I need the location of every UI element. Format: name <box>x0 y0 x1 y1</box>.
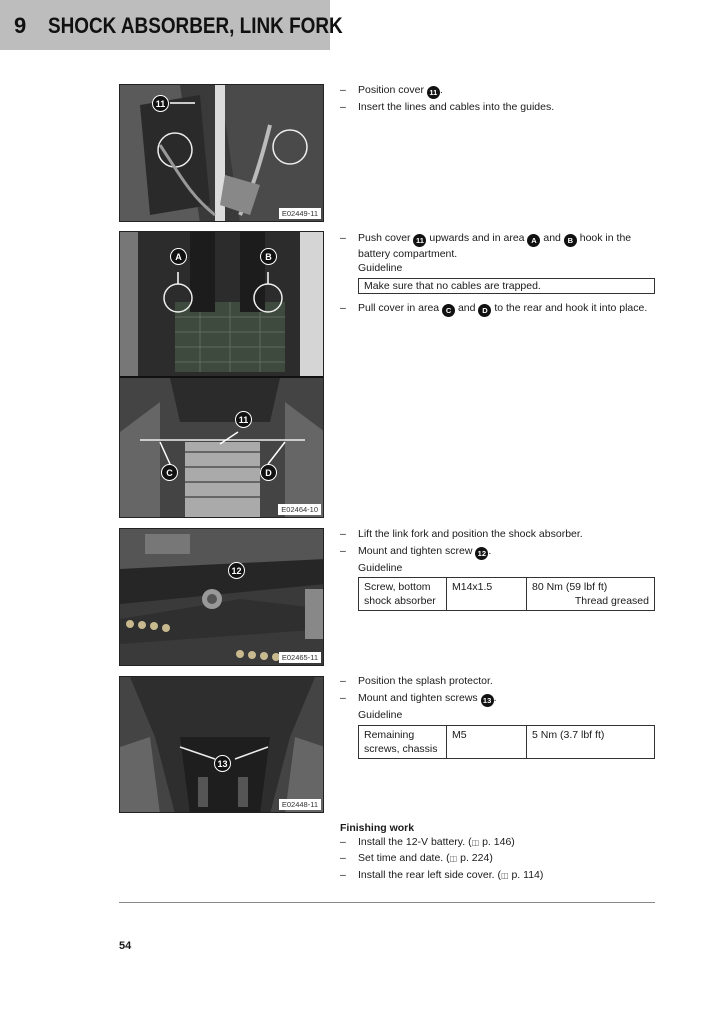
image-code: E02448-11 <box>279 799 321 810</box>
ref-callout: 12 <box>475 547 488 560</box>
table-row <box>359 578 655 611</box>
table-row <box>359 726 655 759</box>
callout-c: C <box>161 464 178 481</box>
ref-callout: D <box>478 304 491 317</box>
table-cell: M5 <box>447 726 527 759</box>
torque-table <box>358 577 655 611</box>
table-cell: M14x1.5 <box>447 578 527 611</box>
image-code: E02449-11 <box>279 208 321 219</box>
page-ref-link[interactable]: p. 146) <box>482 836 515 848</box>
finishing-item[interactable] <box>340 868 543 883</box>
ref-callout: 11 <box>427 86 440 99</box>
step-text: and <box>457 302 476 314</box>
step-lift-link-fork <box>340 527 660 542</box>
finishing-item[interactable] <box>340 851 493 866</box>
callout-13: 13 <box>214 755 231 772</box>
dash: – <box>340 545 346 557</box>
step-text: Position cover <box>358 84 424 96</box>
ref-callout: 11 <box>413 234 426 247</box>
step-text: Lift the link fork and position the shock absorber. <box>358 528 583 540</box>
guideline-label: Guideline <box>358 562 403 574</box>
book-icon: ◫ <box>449 854 458 863</box>
ref-callout: B <box>564 234 577 247</box>
torque-note: Thread greased <box>574 595 649 607</box>
chapter-number: 9 <box>14 13 27 38</box>
step-text: Position the splash protector. <box>358 675 493 687</box>
photo-splash-protector <box>119 676 324 813</box>
guideline-label: Guideline <box>358 709 403 721</box>
table-cell-torque <box>527 578 655 611</box>
step-text: Push cover <box>358 232 411 244</box>
dash: – <box>340 528 346 540</box>
table-cell: Remaining screws, chassis <box>359 726 447 759</box>
book-icon: ◫ <box>471 838 480 847</box>
dash: – <box>340 232 346 244</box>
page-number: 54 <box>119 940 132 952</box>
ref-callout: C <box>442 304 455 317</box>
photo-illustration <box>120 232 324 518</box>
callout-12: 12 <box>228 562 245 579</box>
image-code: E02465-11 <box>279 652 321 663</box>
photo-cover-hooks <box>119 231 324 518</box>
chapter-title: SHOCK ABSORBER, LINK FORK <box>48 13 343 38</box>
finishing-text: Install the rear left side cover. ( <box>358 869 501 881</box>
step-pull-cover <box>340 301 660 317</box>
step-text-end: . <box>488 545 492 557</box>
page-ref-link[interactable]: p. 114) <box>511 869 544 881</box>
dash: – <box>340 84 346 96</box>
finishing-item[interactable] <box>340 835 515 850</box>
dash: – <box>340 836 346 848</box>
page-ref-link[interactable]: p. 224) <box>460 852 493 864</box>
photo-cover-position <box>119 84 324 222</box>
photo-illustration <box>120 677 324 813</box>
ref-callout: A <box>527 234 540 247</box>
dash: – <box>340 852 346 864</box>
step-mount-screw <box>340 544 660 560</box>
table-cell-torque: 5 Nm (3.7 lbf ft) <box>527 726 655 759</box>
torque-table <box>358 725 655 759</box>
step-text: Pull cover in area <box>358 302 440 314</box>
step-insert-lines <box>340 100 660 115</box>
dash: – <box>340 692 346 704</box>
step-text: and <box>543 232 561 244</box>
step-mount-screws <box>340 691 660 707</box>
guideline-label: Guideline <box>358 262 403 274</box>
finishing-text: Set time and date. ( <box>358 852 450 864</box>
step-text-end: . <box>493 692 497 704</box>
chapter-header <box>0 0 343 50</box>
photo-illustration <box>120 85 324 222</box>
dash: – <box>340 101 346 113</box>
step-text: hook in the battery compartment. <box>358 232 632 260</box>
callout-a: A <box>170 248 187 265</box>
step-text: to the rear and hook it into place. <box>494 302 648 314</box>
photo-shock-absorber <box>119 528 324 666</box>
table-cell: Screw, bottom shock absorber <box>359 578 447 611</box>
dash: – <box>340 869 346 881</box>
callout-d: D <box>260 464 277 481</box>
ref-callout: 13 <box>481 694 494 707</box>
image-code: E02464-10 <box>278 504 321 515</box>
finishing-text: Install the 12-V battery. ( <box>358 836 472 848</box>
step-text: Mount and tighten screws <box>358 692 478 704</box>
step-position-cover <box>340 83 660 99</box>
book-icon: ◫ <box>500 871 509 880</box>
callout-b: B <box>260 248 277 265</box>
step-text: Mount and tighten screw <box>358 545 473 557</box>
callout-11: 11 <box>235 411 252 428</box>
dash: – <box>340 675 346 687</box>
step-position-splash <box>340 674 660 689</box>
step-text-end: . <box>439 84 443 96</box>
step-text: upwards and in area <box>429 232 525 244</box>
footer-divider <box>119 902 655 903</box>
photo-illustration <box>120 529 324 666</box>
dash: – <box>340 302 346 314</box>
guideline-box: Make sure that no cables are trapped. <box>358 278 655 294</box>
torque-value: 80 Nm (59 lbf ft) <box>532 581 608 593</box>
step-push-cover <box>340 231 660 262</box>
finishing-title: Finishing work <box>340 822 415 834</box>
step-text: Insert the lines and cables into the guides. <box>358 101 555 113</box>
callout-11: 11 <box>152 95 169 112</box>
